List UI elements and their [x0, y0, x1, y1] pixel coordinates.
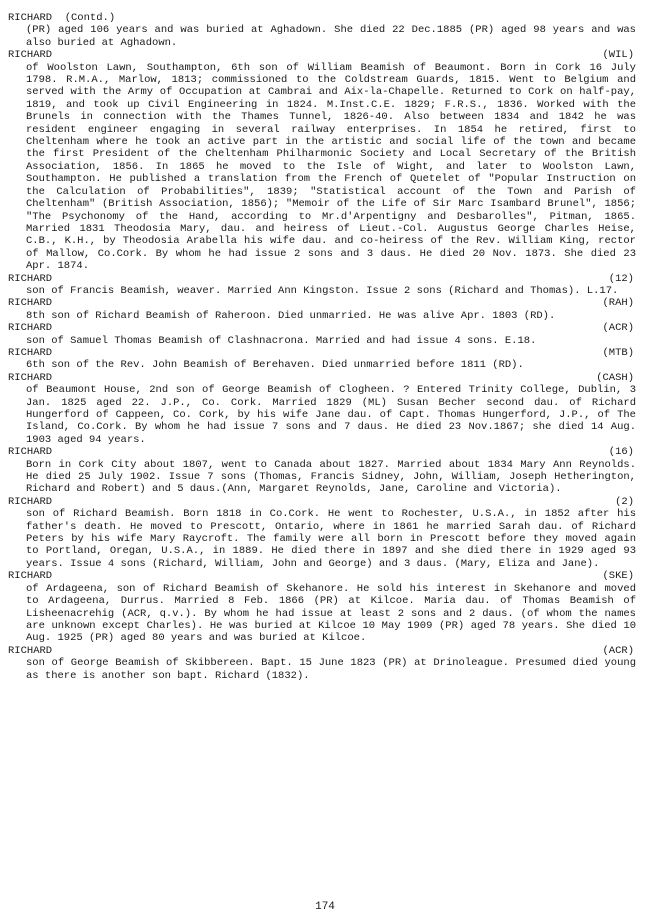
entry-code: (WIL) [602, 49, 634, 62]
entry-code: (CASH) [596, 371, 634, 384]
entry [8, 645, 636, 682]
entry-name: RICHARD [8, 322, 53, 335]
entry-name: RICHARD [8, 272, 53, 285]
entry [8, 347, 636, 372]
entry-heading [8, 322, 636, 334]
entry-name: RICHARD [8, 346, 53, 359]
entry-text: (PR) aged 106 years and was buried at Aghadown. She died 22 Dec.1885 (PR) aged 98 years and was also buried at Aghadown. [26, 24, 636, 49]
entry-code: (12) [608, 272, 634, 285]
entry-text: 6th son of the Rev. John Beamish of Berehaven. Died unmarried before 1811 (RD). [26, 359, 524, 372]
entry-heading [8, 12, 636, 24]
entry-text: son of Francis Beamish, weaver. Married Ann Kingston. Issue 2 sons (Richard and Thomas). L.17. [26, 284, 619, 297]
entry-code: (2) [615, 495, 634, 508]
entry-name: RICHARD [8, 446, 53, 459]
entry-name: RICHARD [8, 644, 53, 657]
entry-name: RICHARD (Contd.) [8, 12, 116, 24]
entry-text: of Beaumont House, 2nd son of George Beamish of Clogheen. ? Entered Trinity College, Dublin, 3 Jan. 1825 aged 22. J.P., Co. Cork. Married 1829 (ML) Susan Becher second dau. of Richard Hungerford of Cappeen, Co. Cork, by his wife Jane dau. of Capt. Thomas Hungerford, J.P., of The Island, Co.Cork. By whom he had issue 7 sons and 7 daus. He died 23 Nov.1867; she died 14 Aug. 1903 aged 94 years. [26, 384, 636, 446]
entry-heading [8, 297, 636, 309]
entry-text: 8th son of Richard Beamish of Raheroon. Died unmarried. He was alive Apr. 1803 (RD). [26, 309, 556, 322]
entry [8, 322, 636, 347]
entry-name: RICHARD [8, 495, 53, 508]
entry-heading [8, 49, 636, 61]
entry-name: RICHARD [8, 371, 53, 384]
entry-continued [8, 12, 636, 49]
entry-name: RICHARD [8, 297, 53, 310]
entry-text: son of Richard Beamish. Born 1818 in Co.Cork. He went to Rochester, U.S.A., in 1852 after his father's death. He moved to Prescott, Ontario, where in 1861 he married Sarah dau. of Richard Peters by his wife Mary Raycroft. The family were all born in Prescott before they moved again to Portland, Oregan, U.S.A., in 1889. He died there in 1897 and she died there in 1929 aged 93 years. Issue 4 sons (Richard, William, John and George) and 3 daus. (Mary, Eliza and Jane). [26, 508, 636, 570]
entry-heading [8, 496, 636, 508]
page-number: 174 [315, 900, 335, 913]
entry-text: son of George Beamish of Skibbereen. Bapt. 15 June 1823 (PR) at Drinoleague. Presumed died young as there is another son bapt. Richard (1832). [26, 657, 636, 682]
entry-heading [8, 645, 636, 657]
entry [8, 446, 636, 496]
entry [8, 496, 636, 570]
entry-name: RICHARD [8, 49, 53, 62]
entry [8, 49, 636, 272]
entry-code: (SKE) [602, 570, 634, 583]
entry-code: (ACR) [602, 322, 634, 335]
entry-heading [8, 372, 636, 384]
entry-text: of Woolston Lawn, Southampton, 6th son of William Beamish of Beaumont. Born in Cork 16 July 1798. R.M.A., Marlow, 1813; commissioned to the Coldstream Guards, 1815. Went to Belgium and served with the Army of Occupation at Cambrai and Aix-la-Chapelle. Returned to Cork on half-pay, 1819, and took up Civil Engineering in 1824. M.Inst.C.E. 1829; F.R.S., 1836. Worked with the Brunels in connection with the Thames Tunnel, 1826-40. Also between 1834 and 1842 he was resident engineer engaging in several railway enterprises. In 1854 he retired, first to Cheltenham where he took an active part in the artistic and social life of the town and became the first President of the Cheltenham Philharmonic Society and Local Secretary of the British Association, 1856. In 1865 he moved to the Isle of Wight, and later to Woolston Lawn, Southampton. He published a translation from the French of Quetelet of "Popular Instruction on the Calculation of Probabilities", 1839; "Statistical account of the Town and Parish of Cheltenham" (British Association, 1856); "Memoir of the Life of Sir Marc Isambard Brunel", 1856; "The Psychonomy of the Hand, according to Mr.d'Arpentigny and Desbarolles", Pitman, 1865. Married 1831 Theodosia Mary, dau. and heiress of Lieut.-Col. Augustus George Charles Heise, C.B., K.H., by Theodosia Arabella his wife dau. and co-heiress of the Rev. William King, rector of Mallow, Co.Cork. By whom he had issue 2 sons and 3 daus. He died 20 Nov. 1873. She died 23 Apr. 1874. [26, 61, 636, 273]
entry-text: Born in Cork City about 1807, went to Canada about 1827. Married about 1834 Mary Ann Reynolds. He died 25 July 1902. Issue 7 sons (Thomas, Francis Sidney, John, William, Joseph Hetherington, Richard and Robert) and 5 daus.(Ann, Margaret Reynolds, Jane, Caroline and Victoria). [26, 458, 636, 496]
entry-text: son of Samuel Thomas Beamish of Clashnacrona. Married and had issue 4 sons. E.18. [26, 334, 537, 347]
entry-heading [8, 347, 636, 359]
entry-text: of Ardageena, son of Richard Beamish of Skehanore. He sold his interest in Skehanore and moved to Ardageena, Durrus. Married 8 Feb. 1866 (PR) at Kilcoe. Maria dau. of Thomas Beamish of Lisheenacrehig (ACR, q.v.). By whom he had issue at least 2 sons and 2 daus. (of whom the names are unknown except Charles). He was buried at Kilcoe 10 May 1909 (PR) aged 78 years. She died 10 Aug. 1925 (PR) aged 80 years and was buried at Kilcoe. [26, 582, 636, 645]
entry-heading [8, 273, 636, 285]
entry [8, 297, 636, 322]
entry [8, 570, 636, 644]
entry-code: (16) [608, 446, 634, 459]
entry [8, 273, 636, 298]
entry-code: (MTB) [602, 346, 634, 359]
entry-name: RICHARD [8, 570, 53, 583]
entry [8, 372, 636, 446]
entry-heading [8, 570, 636, 582]
entries-list [8, 49, 636, 682]
entry-code: (RAH) [602, 297, 634, 310]
entry-code: (ACR) [602, 644, 634, 657]
entry-heading [8, 446, 636, 458]
